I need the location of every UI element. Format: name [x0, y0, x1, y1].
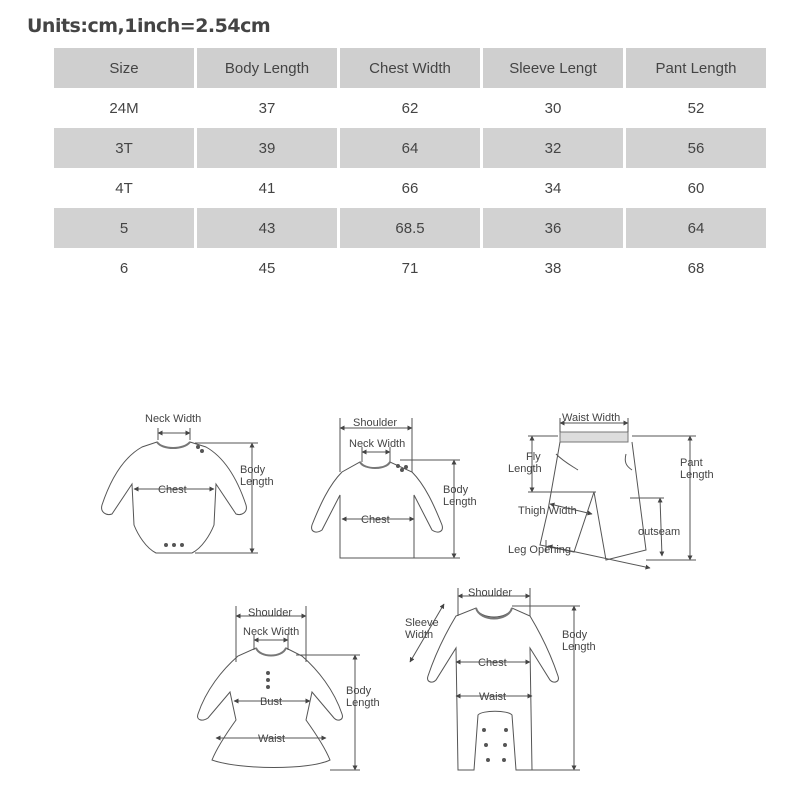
table-cell: 66 [401, 179, 419, 197]
table-cell: 64 [340, 128, 480, 168]
romper-body-length-label-2: Length [562, 641, 596, 653]
bodysuit-diagram [102, 413, 274, 553]
dress-body-length-label-1: Body [346, 685, 372, 697]
units-note: Units:cm,1inch=2.54cm [27, 15, 271, 37]
shirt-body-length-label-2: Length [443, 496, 477, 508]
shirt-body-length-label-1: Body [443, 484, 469, 496]
romper-diagram [405, 587, 596, 770]
pants-thigh-width-label: Thigh Width [518, 505, 577, 517]
table-cell: 41 [258, 179, 276, 197]
dress-waist-label: Waist [258, 733, 286, 745]
dress-bust-label: Bust [260, 696, 283, 708]
table-cell: 32 [483, 128, 623, 168]
romper-chest-label: Chest [478, 657, 507, 669]
pants-fly-length-label-2: Length [508, 463, 542, 475]
bodysuit-body-length-label-2: Length [240, 476, 274, 488]
pants-leg-opening-label: Leg Opening [508, 544, 571, 556]
bodysuit-body-length-label-1: Body [240, 464, 266, 476]
shirt-shoulder-label: Shoulder [353, 417, 398, 429]
table-cell: 38 [544, 259, 562, 277]
table-cell: 43 [197, 208, 337, 248]
table-cell: 56 [626, 128, 766, 168]
pants-waist-width-label: Waist Width [562, 412, 621, 424]
table-cell: 4T [115, 179, 133, 197]
pants-fly-length-label-1: Fly [526, 451, 541, 463]
shirt-diagram [312, 417, 477, 558]
header-body-length: Body Length [197, 48, 337, 88]
table-cell: 30 [544, 99, 562, 117]
table-cell: 68.5 [340, 208, 480, 248]
table-cell: 3T [54, 128, 194, 168]
shirt-neck-width-label: Neck Width [349, 438, 406, 450]
dress-shoulder-label: Shoulder [248, 607, 293, 619]
pants-diagram [508, 412, 714, 568]
table-cell: 5 [54, 208, 194, 248]
table-cell: 60 [687, 179, 705, 197]
dress-body-length-label-2: Length [346, 697, 380, 709]
header-pant-length: Pant Length [626, 48, 766, 88]
header-size: Size [54, 48, 194, 88]
dress-neck-width-label: Neck Width [243, 626, 300, 638]
romper-waist-label: Waist [479, 691, 507, 703]
romper-sleeve-width-label-1: Sleeve [405, 617, 439, 629]
header-chest-width: Chest Width [340, 48, 480, 88]
table-cell: 36 [483, 208, 623, 248]
table-cell: 6 [119, 259, 129, 277]
table-cell: 37 [258, 99, 276, 117]
table-cell: 39 [197, 128, 337, 168]
dress-diagram [198, 606, 380, 770]
table-cell: 64 [626, 208, 766, 248]
shirt-chest-label: Chest [361, 514, 390, 526]
table-cell: 68 [687, 259, 705, 277]
romper-body-length-label-1: Body [562, 629, 588, 641]
romper-shoulder-label: Shoulder [468, 587, 513, 599]
table-cell: 52 [687, 99, 705, 117]
table-cell: 45 [258, 259, 276, 277]
pants-outseam-label: outseam [638, 526, 681, 538]
table-cell: 71 [401, 259, 419, 277]
romper-sleeve-width-label-2: Width [405, 629, 434, 641]
pants-pant-length-label-1: Pant [680, 457, 703, 469]
bodysuit-chest-label: Chest [158, 484, 187, 496]
table-cell: 24M [109, 99, 139, 117]
header-sleeve-length: Sleeve Lengt [483, 48, 623, 88]
table-cell: 62 [401, 99, 419, 117]
pants-pant-length-label-2: Length [680, 469, 714, 481]
bodysuit-neck-width-label: Neck Width [145, 413, 202, 425]
table-cell: 34 [544, 179, 562, 197]
